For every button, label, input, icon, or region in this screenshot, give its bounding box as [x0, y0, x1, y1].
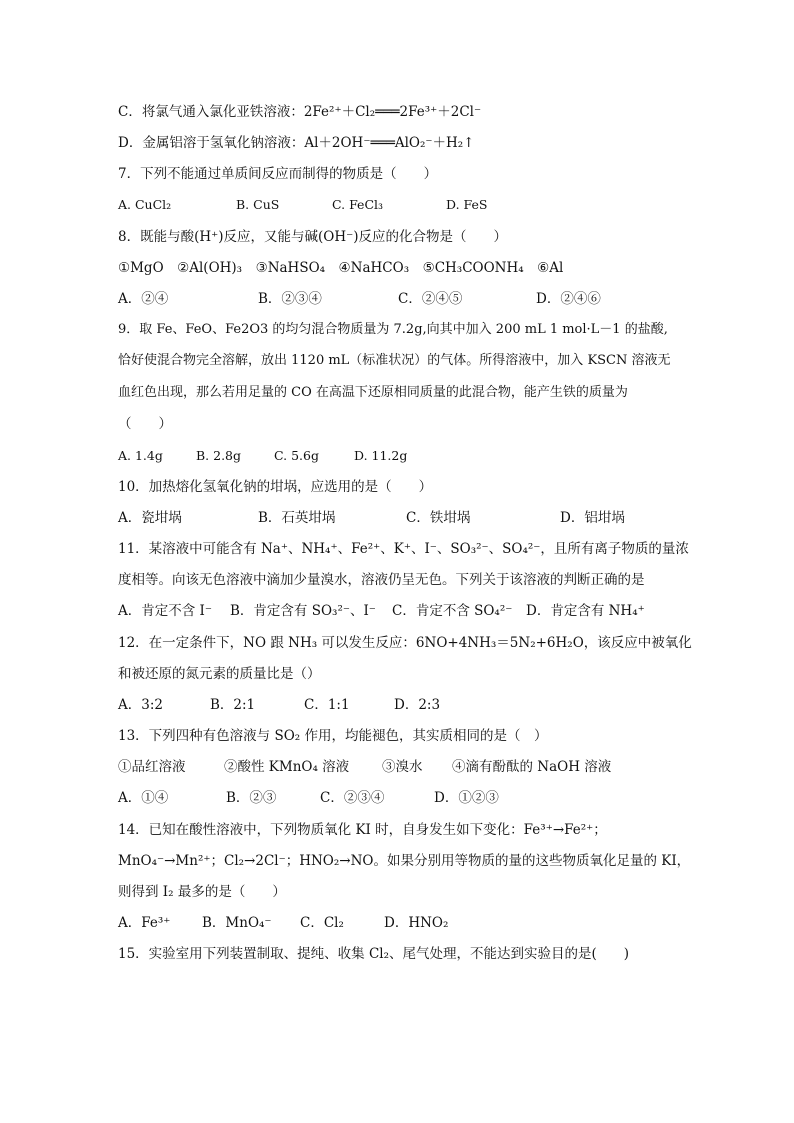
q8-options	[118, 290, 601, 308]
q10-option-d: D．铝坩埚	[560, 510, 625, 526]
q9-stem-line-1: 9．取 Fe、FeO、Fe2O3 的均匀混合物质量为 7.2g,向其中加入 200 mL 1 mol·L－1 的盐酸,	[118, 322, 668, 337]
q6-option-d: D．金属铝溶于氢氧化钠溶液：Al＋2OH⁻═══AlO₂⁻＋H₂↑	[118, 135, 475, 151]
q14-stem-line-1: 14．已知在酸性溶液中，下列物质氧化 KI 时，自身发生如下变化：Fe³⁺→Fe²⁺；	[118, 822, 607, 838]
q9-stem-line-2: 恰好使混合物完全溶解，放出 1120 mL（标准状况）的气体。所得溶液中，加入 KSCN 溶液无	[118, 353, 671, 368]
q12-option-b: B．2:1	[210, 697, 256, 713]
q9-option-d: D. 11.2g	[354, 448, 408, 463]
q10-option-a: A．瓷坩埚	[118, 510, 182, 526]
q10-options	[118, 509, 625, 527]
q13-item-4: ④滴有酚酞的 NaOH 溶液	[452, 759, 612, 775]
q9-option-c: C. 5.6g	[274, 448, 319, 463]
q9-option-a: A. 1.4g	[118, 448, 163, 463]
q7-option-d: D. FeS	[446, 197, 488, 212]
q11-option-a: A．肯定不含 I⁻	[118, 603, 212, 619]
q12-options	[118, 696, 440, 714]
q7-stem: 7．下列不能通过单质间反应而制得的物质是（ ）	[118, 166, 438, 182]
q10-option-c: C．铁坩埚	[406, 510, 471, 526]
q8-option-c: C．②④⑤	[398, 291, 463, 307]
q13-item-2: ②酸性 KMnO₄ 溶液	[224, 759, 350, 775]
q12-option-d: D．2:3	[394, 697, 441, 713]
q11-options	[118, 602, 645, 620]
q12-stem-line-2: 和被还原的氮元素的质量比是（）	[118, 666, 321, 682]
q13-option-c: C．②③④	[320, 790, 385, 806]
q9-option-b: B. 2.8g	[196, 448, 242, 463]
q8-option-a: A．②④	[118, 291, 169, 307]
q14-option-c: C．Cl₂	[300, 915, 344, 931]
q7-option-c: C. FeCl₃	[332, 197, 384, 212]
q9-stem-line-4: （ ）	[118, 416, 172, 432]
q13-items	[118, 758, 611, 776]
q13-item-1: ①品红溶液	[118, 759, 186, 775]
q11-option-c: C．肯定不含 SO₄²⁻	[392, 603, 513, 619]
q6-option-c: C．将氯气通入氯化亚铁溶液：2Fe²⁺＋Cl₂═══2Fe³⁺＋2Cl⁻	[118, 104, 482, 120]
q11-option-d: D．肯定含有 NH₄⁺	[526, 603, 645, 619]
q12-stem-line-1: 12．在一定条件下，NO 跟 NH₃ 可以发生反应：6NO+4NH₃＝5N₂+6H₂O，该反应中被氧化	[118, 635, 692, 651]
q13-item-3: ③溴水	[382, 759, 423, 775]
q14-stem-line-2: MnO₄⁻→Mn²⁺；Cl₂→2Cl⁻；HNO₂→NO。如果分别用等物质的量的这些物质氧化足量的 KI，	[118, 853, 691, 869]
q14-option-a: A．Fe³⁺	[118, 915, 171, 931]
q11-option-b: B．肯定含有 SO₃²⁻、I⁻	[230, 603, 376, 619]
q13-stem: 13．下列四种有色溶液与 SO₂ 作用，均能褪色，其实质相同的是（ ）	[118, 728, 548, 744]
q7-options	[118, 196, 487, 214]
q11-stem-line-1: 11．某溶液中可能含有 Na⁺、NH₄⁺、Fe²⁺、K⁺、I⁻、SO₃²⁻、SO₄²⁻，且所有离子物质的量浓	[118, 541, 689, 557]
q13-options	[118, 789, 499, 807]
q13-option-b: B．②③	[226, 790, 277, 806]
q8-option-d: D．②④⑥	[536, 291, 601, 307]
q10-option-b: B．石英坩埚	[258, 510, 336, 526]
q15-stem: 15．实验室用下列装置制取、提纯、收集 Cl₂、尾气处理，不能达到实验目的是( )	[118, 946, 630, 962]
q9-options	[118, 447, 407, 465]
q13-option-a: A．①④	[118, 790, 169, 806]
q14-option-d: D．HNO₂	[384, 915, 449, 931]
q12-option-a: A．3:2	[118, 697, 163, 713]
q9-stem-line-3: 血红色出现，那么若用足量的 CO 在高温下还原相同质量的此混合物，能产生铁的质量为	[118, 385, 628, 400]
q8-option-b: B．②③④	[258, 291, 322, 307]
q14-options	[118, 914, 448, 932]
q14-option-b: B．MnO₄⁻	[202, 915, 272, 931]
q10-stem: 10．加热熔化氢氧化钠的坩埚，应选用的是（ ）	[118, 479, 433, 495]
q13-option-d: D．①②③	[434, 790, 499, 806]
q14-stem-line-3: 则得到 I₂ 最多的是（ ）	[118, 884, 286, 900]
q7-option-a: A. CuCl₂	[118, 197, 172, 212]
q7-option-b: B. CuS	[236, 197, 280, 212]
q11-stem-line-2: 度相等。向该无色溶液中滴加少量溴水，溶液仍呈无色。下列关于该溶液的判断正确的是	[118, 572, 645, 588]
q12-option-c: C．1:1	[304, 697, 350, 713]
q8-items: ①MgO ②Al(OH)₃ ③NaHSO₄ ④NaHCO₃ ⑤CH₃COONH₄ ⑥Al	[118, 260, 564, 276]
q8-stem: 8．既能与酸(H⁺)反应，又能与碱(OH⁻)反应的化合物是（ ）	[118, 229, 508, 245]
